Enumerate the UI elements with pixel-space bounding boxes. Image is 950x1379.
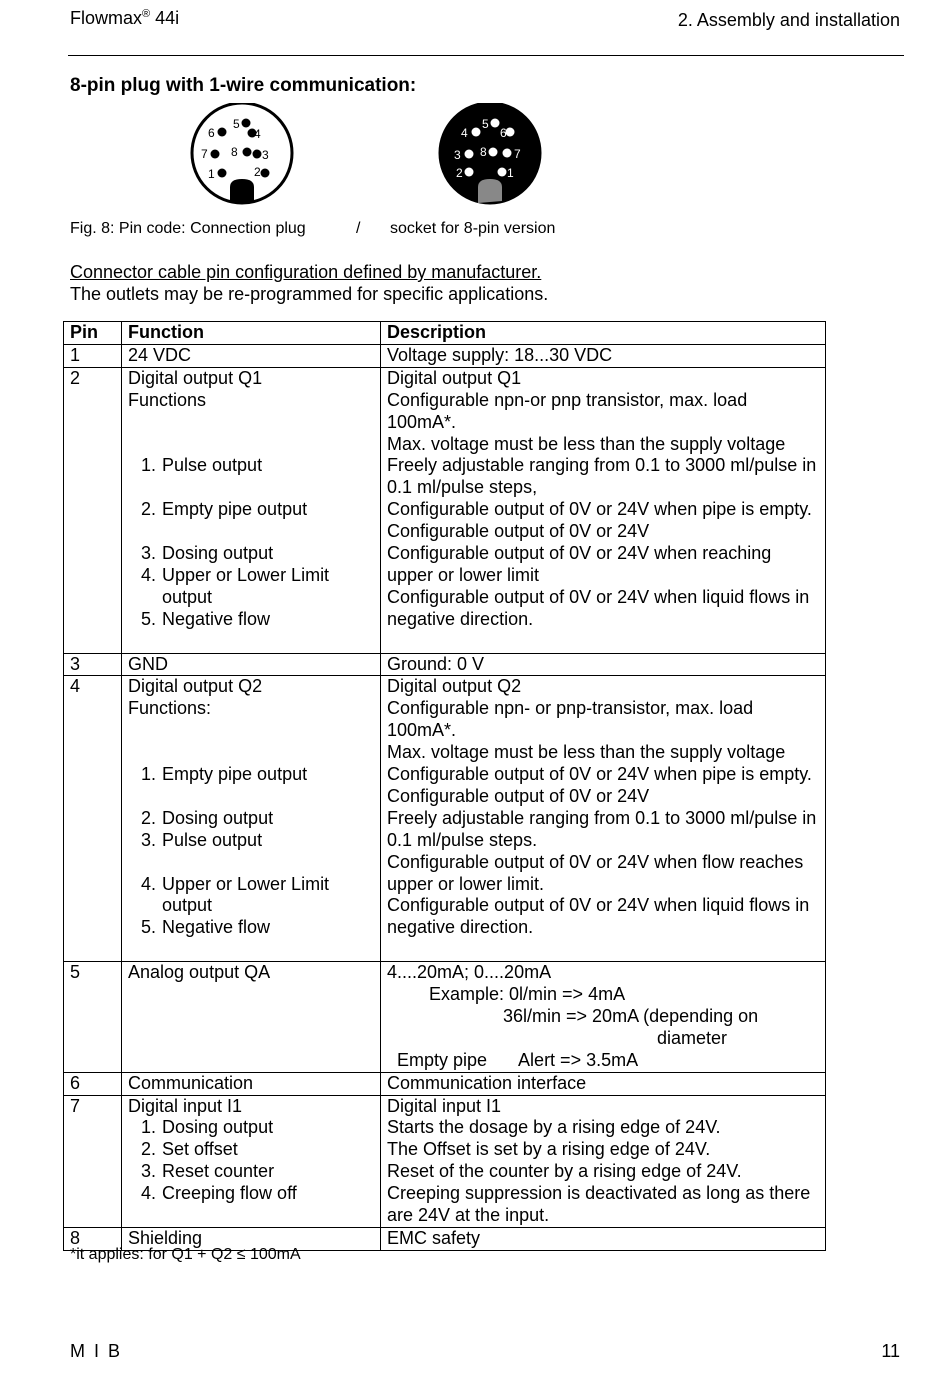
socket-pin-1: 1 bbox=[507, 166, 514, 180]
col-header-function: Function bbox=[122, 322, 381, 345]
plug-pin-5: 5 bbox=[233, 117, 240, 131]
table-header-row bbox=[64, 322, 826, 345]
footer-company: M I B bbox=[70, 1341, 123, 1361]
col-header-description: Description bbox=[381, 322, 826, 345]
table-row: 2 Digital output Q1 Functions 1. Pulse output 2. Empty pipe output 3. Dosing output 4. Upper or Lower Limit output 5. Negative flow Digital output Q1 Configurable npn-or pnp transistor, max. load 100mA*. Max. voltage must be less than the supply voltage Freely adjustable ranging from 0.1 to 3000 ml/pulse in 0.1 ml/pulse steps, Configurable output of 0V or 24V when pipe is empty. Configurable output of 0V or 24V Configurable output of 0V or 24V when reaching upper or lower limit Configurable output of 0V or 24V when liquid flows in negative direction. bbox=[64, 367, 826, 653]
table-row: 1 24 VDC Voltage supply: 18...30 VDC bbox=[64, 344, 826, 367]
plug-pin-3: 3 bbox=[262, 148, 269, 162]
plug-pin-7: 7 bbox=[201, 147, 208, 161]
socket-pin-7: 7 bbox=[514, 147, 521, 161]
socket-pin-3: 3 bbox=[454, 148, 461, 162]
plug-pin-1: 1 bbox=[208, 167, 215, 181]
table-row: 4 Digital output Q2 Functions: 1. Empty pipe output 2. Dosing output 3. Pulse output 4. Upper or Lower Limit output 5. Negative flow Digital output Q2 Configurable npn- or pnp-transistor, max. load 100mA*. Max. voltage must be less than the supply voltage Configurable output of 0V or 24V when pipe is empty. Configurable output of 0V or 24V Freely adjustable ranging from 0.1 to 3000 ml/pulse in 0.1 ml/pulse steps. Configurable output of 0V or 24V when flow reaches upper or lower limit. Configurable output of 0V or 24V when liquid flows in negative direction. bbox=[64, 676, 826, 962]
footnote: *it applies: for Q1 + Q2 ≤ 100mA bbox=[70, 1246, 301, 1263]
socket-pin-4: 4 bbox=[461, 126, 468, 140]
socket-diagram bbox=[436, 103, 548, 205]
plug-pin-6: 6 bbox=[208, 126, 215, 140]
table-row: 5 Analog output QA 4....20mA; 0....20mA Example: 0l/min => 4mA 36l/min => 20mA (depending on diameter Empty pipe Alert => 3.5mA bbox=[64, 962, 826, 1073]
header-chapter: 2. Assembly and installation bbox=[677, 10, 900, 30]
col-header-pin: Pin bbox=[64, 322, 122, 345]
figure-caption: Fig. 8: Pin code: Connection plug / socket for 8-pin version bbox=[70, 220, 556, 237]
table-row: 7 Digital input I1 1. Dosing output 2. Set offset 3. Reset counter 4. Creeping flow off Digital input I1 Starts the dosage by a rising edge of 24V. The Offset is set by a rising edge of 24V. Reset of the counter by a rising edge of 24V. Creeping suppression is deactivated as long as there are 24V at the input. bbox=[64, 1095, 826, 1227]
section-heading: 8-pin plug with 1-wire communication: bbox=[70, 75, 417, 96]
socket-pin-8: 8 bbox=[480, 145, 487, 159]
table-row: 3 GND Ground: 0 V bbox=[64, 653, 826, 676]
plug-pin-4: 4 bbox=[254, 127, 261, 141]
header-rule bbox=[68, 55, 904, 56]
plug-pin-8: 8 bbox=[231, 145, 238, 159]
socket-pin-6: 6 bbox=[500, 126, 507, 140]
socket-pin-2: 2 bbox=[456, 166, 463, 180]
table-row: 8 Shielding EMC safety bbox=[64, 1228, 826, 1251]
table-row: 6 Communication Communication interface bbox=[64, 1072, 826, 1095]
note-reprogram: The outlets may be re-programmed for specific applications. bbox=[70, 284, 549, 304]
plug-pin-2: 2 bbox=[254, 165, 261, 179]
page-number: 11 bbox=[881, 1341, 900, 1361]
note-manufacturer: Connector cable pin configuration defined by manufacturer. bbox=[70, 262, 542, 282]
header-product: Flowmax® 44i bbox=[70, 8, 180, 28]
socket-pin-5: 5 bbox=[482, 117, 489, 131]
pin-table bbox=[63, 321, 826, 1251]
plug-diagram bbox=[188, 103, 300, 205]
